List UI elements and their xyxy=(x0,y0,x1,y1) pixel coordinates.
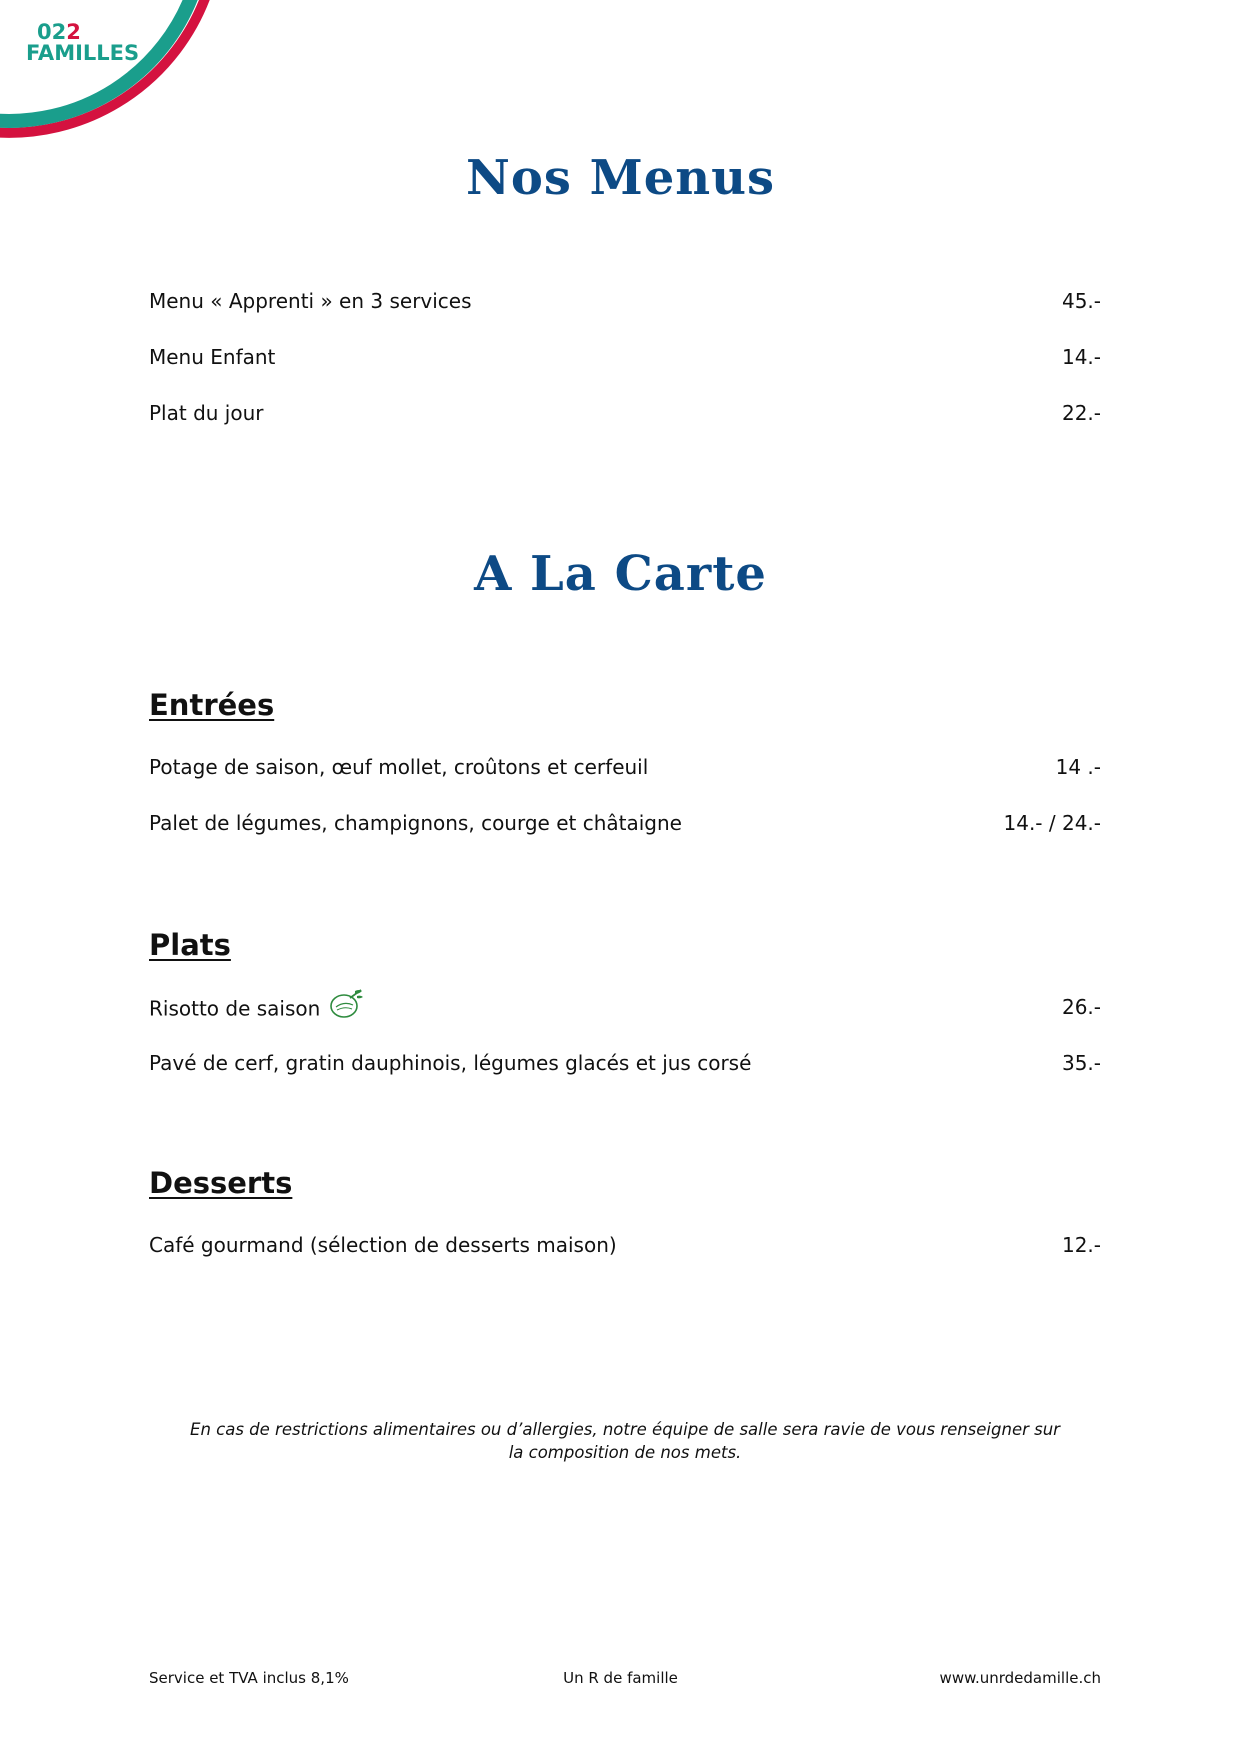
carte-item xyxy=(149,1230,1101,1260)
carte-title: A La Carte xyxy=(474,546,767,602)
carte-item-label: Risotto de saison xyxy=(149,996,321,1021)
logo-line1-prefix: 02 xyxy=(37,20,67,44)
carte-item-name: Palet de légumes, champignons, courge et châtaigne xyxy=(149,811,682,835)
footer-website-link[interactable]: www.unrdedamille.ch xyxy=(939,1669,1101,1687)
logo-line2: FAMILLES xyxy=(26,41,140,65)
carte-item xyxy=(149,992,1101,1022)
logo-wordmark xyxy=(26,22,139,64)
menu-item-price: 45.- xyxy=(1061,289,1101,313)
carte-item-price: 26.- xyxy=(1061,995,1101,1019)
menu-item xyxy=(149,342,1101,372)
carte-item xyxy=(149,808,1101,838)
carte-item-price: 14 .- xyxy=(1055,755,1101,779)
menu-item-name: Menu Enfant xyxy=(149,345,276,369)
category-heading-plats: Plats xyxy=(149,928,231,962)
category-heading-entrees: Entrées xyxy=(149,688,275,722)
vegetarian-badge-icon xyxy=(328,988,364,1028)
carte-item-name: Potage de saison, œuf mollet, croûtons et cerfeuil xyxy=(149,755,649,779)
carte-item-price: 14.- / 24.- xyxy=(1003,811,1101,835)
logo xyxy=(0,0,220,150)
logo-line1-accent: 2 xyxy=(66,20,81,44)
carte-item xyxy=(149,752,1101,782)
menu-item-name: Menu « Apprenti » en 3 services xyxy=(149,289,472,313)
carte-item-name: Café gourmand (sélection de desserts maison) xyxy=(149,1233,617,1257)
menu-item xyxy=(149,398,1101,428)
menu-item-name: Plat du jour xyxy=(149,401,264,425)
carte-item-name: Pavé de cerf, gratin dauphinois, légumes glacés et jus corsé xyxy=(149,1051,752,1075)
menu-item-price: 22.- xyxy=(1061,401,1101,425)
menus-title: Nos Menus xyxy=(465,150,776,206)
carte-item-name xyxy=(149,992,364,1028)
menu-item xyxy=(149,286,1101,316)
footer-service-tva: Service et TVA inclus 8,1% xyxy=(149,1669,349,1687)
menu-item-price: 14.- xyxy=(1061,345,1101,369)
carte-item-price: 12.- xyxy=(1061,1233,1101,1257)
category-heading-desserts: Desserts xyxy=(149,1166,293,1200)
footer-restaurant-name: Un R de famille xyxy=(563,1669,678,1687)
carte-item-price: 35.- xyxy=(1061,1051,1101,1075)
carte-item xyxy=(149,1048,1101,1078)
allergy-note: En cas de restrictions alimentaires ou d’allergies, notre équipe de salle sera ravie de vous renseigner sur la composition de nos mets. xyxy=(190,1420,1060,1462)
